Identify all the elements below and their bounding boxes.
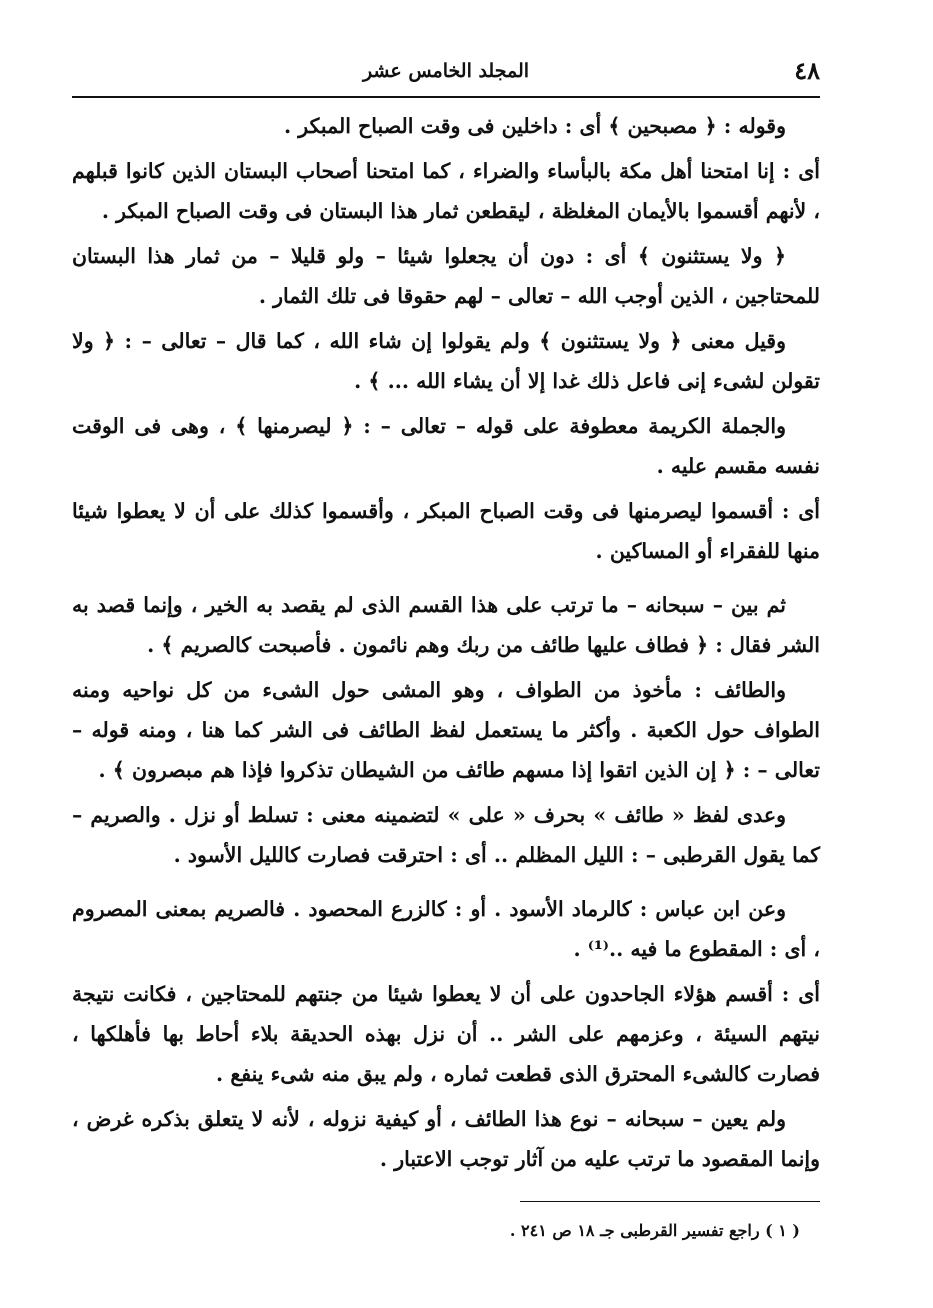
- paragraph: وقوله : ﴿ مصبحين ﴾ أى : داخلين فى وقت الصباح المبكر .: [284, 114, 786, 138]
- paragraph: وقيل معنى ﴿ ولا يستثنون ﴾ ولم يقولوا إن شاء الله ، كما قال – تعالى – : ﴿ ولا تقولن لشىء إنى فاعل ذلك غدا إلا أن يشاء الله ... ﴾ .: [72, 329, 820, 393]
- paragraph: ولم يعين – سبحانه – نوع هذا الطائف ، أو كيفية نزوله ، لأنه لا يتعلق بذكره غرض ، وإنما المقصود ما ترتب عليه من آثار توجب الاعتبار .: [72, 1107, 820, 1171]
- running-title: المجلد الخامس عشر: [362, 60, 530, 82]
- page-number: ٤٨: [794, 56, 820, 85]
- body-text: [72, 106, 820, 1179]
- footnote-rule: [520, 1201, 820, 1202]
- footnote: ( ١ ) راجع تفسير القرطبى جـ ١٨ ص ٢٤١ .: [509, 1221, 800, 1240]
- paragraph: وعدى لفظ « طائف » بحرف « على » لتضمينه معنى : تسلط أو نزل . والصريم – كما يقول القرطبى – : الليل المظلم .. أى : احترقت فصارت كالليل الأسود .: [72, 803, 820, 867]
- paragraph: أى : إنا امتحنا أهل مكة بالبأساء والضراء ، كما امتحنا أصحاب البستان الذين كانوا قبلهم ، لأنهم أقسموا بالأيمان المغلظة ، ليقطعن ثمار هذا البستان فى وقت الصباح المبكر .: [72, 159, 820, 223]
- paragraph: والطائف : مأخوذ من الطواف ، وهو المشى حول الشىء من كل نواحيه ومنه الطواف حول الكعبة . وأكثر ما يستعمل لفظ الطائف فى الشر كما هنا ، ومنه قوله – تعالى – : ﴿ إن الذين اتقوا إذا مسهم طائف من الشيطان تذكروا فإذا هم مبصرون ﴾ .: [72, 678, 820, 782]
- page-header: [72, 52, 820, 92]
- paragraph: والجملة الكريمة معطوفة على قوله – تعالى – : ﴿ ليصرمنها ﴾ ، وهى فى الوقت نفسه مقسم عليه .: [72, 414, 820, 478]
- paragraph: ﴿ ولا يستثنون ﴾ أى : دون أن يجعلوا شيئا – ولو قليلا – من ثمار هذا البستان للمحتاجين ، الذين أوجب الله – تعالى – لهم حقوقا فى تلك الثمار .: [72, 244, 820, 308]
- paragraph: ثم بين – سبحانه – ما ترتب على هذا القسم الذى لم يقصد به الخير ، وإنما قصد به الشر فقال : ﴿ فطاف عليها طائف من ربك وهم نائمون . فأصبحت كالصريم ﴾ .: [72, 593, 820, 657]
- book-page: [72, 52, 820, 1252]
- paragraph: وعن ابن عباس : كالرماد الأسود . أو : كالزرع المحصود . فالصريم بمعنى المصروم ، أى : المقطوع ما فيه ..⁽¹⁾ .: [72, 897, 820, 961]
- paragraph: أى : أقسموا ليصرمنها فى وقت الصباح المبكر ، وأقسموا كذلك على أن لا يعطوا شيئا منها للفقراء أو المساكين .: [72, 499, 820, 563]
- header-rule: [72, 96, 820, 98]
- paragraph: أى : أقسم هؤلاء الجاحدون على أن لا يعطوا شيئا من جنتهم للمحتاجين ، فكانت نتيجة نيتهم السيئة ، وعزمهم على الشر .. أن نزل بهذه الحديقة بلاء أحاط بها فأهلكها ، فصارت كالشىء المحترق الذى قطعت ثماره ، ولم يبق منه شىء ينفع .: [72, 982, 820, 1086]
